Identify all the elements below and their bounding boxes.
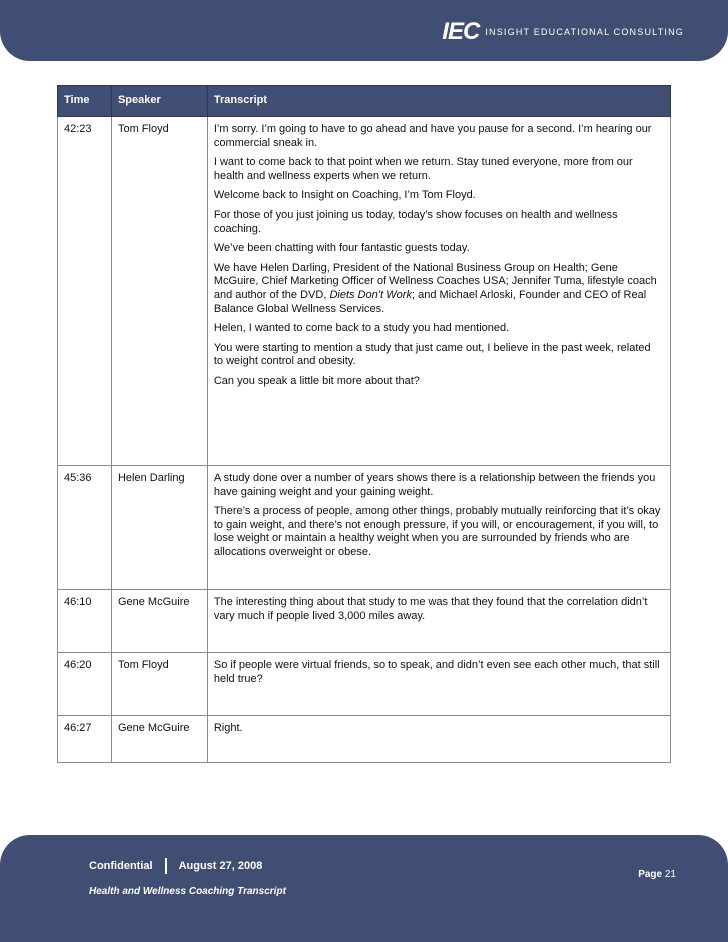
transcript-cell <box>207 653 670 716</box>
confidential-label: Confidential <box>89 860 153 872</box>
transcript-paragraph: For those of you just joining us today, today’s show focuses on health and wellness coaching. <box>213 208 618 235</box>
transcript-paragraph: So if people were virtual friends, so to speak, and didn’t even see each other much, that still held true? <box>213 659 660 685</box>
footer-separator <box>165 858 167 874</box>
time-cell: 46:27 <box>58 716 112 763</box>
time-cell: 42:23 <box>58 117 112 466</box>
table-row <box>58 117 671 466</box>
table-row <box>58 716 671 763</box>
speaker-cell: Gene McGuire <box>111 716 207 763</box>
time-cell: 45:36 <box>58 466 112 590</box>
transcript-cell <box>207 590 670 653</box>
column-header-speaker: Speaker <box>111 86 207 117</box>
column-header-time: Time <box>58 86 112 117</box>
transcript-paragraph: Welcome back to Insight on Coaching, I’m Tom Floyd. <box>213 189 476 202</box>
transcript-cell <box>207 117 670 466</box>
transcript-paragraph: Right. <box>213 722 243 734</box>
transcript-cell <box>207 716 670 763</box>
table-row <box>58 590 671 653</box>
speaker-cell: Tom Floyd <box>111 117 207 466</box>
logo-mark: IEC <box>442 18 480 45</box>
transcript-paragraph: Helen, I wanted to come back to a study you had mentioned. <box>213 322 510 335</box>
dvd-title: Diets Don’t Work <box>329 288 412 301</box>
transcript-table <box>57 85 671 763</box>
table-header-row <box>58 86 671 117</box>
time-cell: 46:10 <box>58 590 112 653</box>
header-band <box>0 0 728 61</box>
transcript-paragraph: I’m sorry. I’m going to have to go ahead and have you pause for a second. I’m hearing our commercial sneak in. <box>213 123 652 149</box>
page-number-value: 21 <box>664 869 676 880</box>
table-row <box>58 466 671 590</box>
iec-logo <box>442 18 684 45</box>
logo-text: INSIGHT EDUCATIONAL CONSULTING <box>485 27 684 37</box>
footer-date: August 27, 2008 <box>178 860 263 872</box>
transcript-paragraph: A study done over a number of years shows there is a relationship between the friends you have gaining weight and your gaining weight. <box>213 472 656 498</box>
document-title: Health and Wellness Coaching Transcript <box>89 886 286 897</box>
table-row <box>58 653 671 716</box>
column-header-transcript: Transcript <box>207 86 670 117</box>
speaker-cell: Tom Floyd <box>111 653 207 716</box>
transcript-paragraph: I want to come back to that point when we return. Stay tuned everyone, more from our health and wellness experts when we return. <box>213 156 633 182</box>
transcript-paragraph: There’s a process of people, among other things, probably mutually reinforcing that it’s okay to gain weight, and there’s not enough pressure, if you will, or encouragement, if you will, to lose weight or maintain a healthy weight when you are surrounded by friends who are allocations overweight or obese. <box>213 505 661 558</box>
footer-meta <box>89 858 262 874</box>
page-number <box>638 869 676 880</box>
transcript-paragraph: The interesting thing about that study to me was that they found that the correlation didn’t vary much if people lived 3,000 miles away. <box>213 596 648 622</box>
transcript-paragraph: We’ve been chatting with four fantastic guests today. <box>213 242 470 255</box>
speaker-cell: Helen Darling <box>111 466 207 590</box>
speaker-cell: Gene McGuire <box>111 590 207 653</box>
transcript-paragraph: You were starting to mention a study that just came out, I believe in the past week, related to weight control and obesity. <box>213 341 651 368</box>
transcript-paragraph: We have Helen Darling, President of the National Business Group on Health; Gene McGuire, Chief Marketing Officer of Wellness Coaches USA; Jennifer Tuma, lifestyle coach and author of the DVD, Diets Don’t Work; and Michael Arloski, Founder and CEO of Real Balance Global Wellness Services. <box>213 261 657 315</box>
time-cell: 46:20 <box>58 653 112 716</box>
page-label: Page <box>638 869 663 880</box>
transcript-cell <box>207 466 670 590</box>
transcript-paragraph: Can you speak a little bit more about that? <box>213 374 420 387</box>
